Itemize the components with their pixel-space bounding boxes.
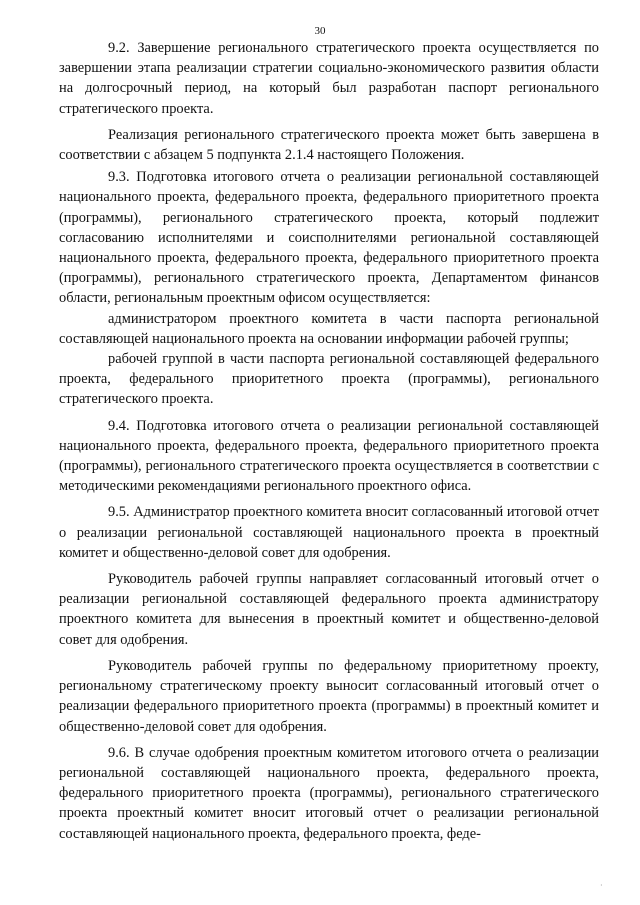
paragraph-9-5-priority-project: Руководитель рабочей группы по федеральному приоритетному проекту, региональному стратегическому проекту выносит согласованный итоговый отчет о реализации федерального приоритетного проекта (программы) в проектный комитет и общественно-деловой совет для одобрения. — [59, 657, 599, 735]
paragraph-9-5-group-leader: Руководитель рабочей группы направляет согласованный итоговый отчет о реализации региональной составляющей федерального проекта администратору проектного комитета для вынесения в проектный комитет и общественно-деловой совет для одобрения. — [59, 571, 599, 648]
paragraph-9-5: 9.5. Администратор проектного комитета вносит согласованный итоговой отчет о реализации региональной составляющей национального проекта в проектный комитет и общественно-деловой совет для одобрения. — [59, 504, 599, 561]
paragraph-9-2: 9.2. Завершение регионального стратегического проекта осуществляется по завершении этапа реализации стратегии социально-экономического развития области на долгосрочный период, на который был разработан паспорт регионального стратегического проекта. — [59, 40, 599, 117]
page-number: 30 — [314, 25, 326, 37]
paragraph-9-3-working-group: рабочей группой в части паспорта региональной составляющей федерального проекта, федерального приоритетного проекта (программы), регионального стратегического проекта. — [59, 351, 599, 408]
paragraph-9-6: 9.6. В случае одобрения проектным комитетом итогового отчета о реализации региональной составляющей национального проекта, федерального проекта, федерального приоритетного проекта (программы), регионального стратегического проекта проектный комитет вносит итоговый отчет о реализации региональной составляющей национального проекта, федерального проекта, феде- — [59, 744, 599, 842]
paragraph-9-3-administrator: администратором проектного комитета в части паспорта региональной составляющей национального проекта на основании информации рабочей группы; — [59, 310, 599, 347]
margin-mark: · — [600, 881, 603, 890]
paragraph-9-3: 9.3. Подготовка итогового отчета о реализации региональной составляющей национального проекта, федерального проекта, федерального приоритетного проекта (программы), регионального стратегического проекта, который подлежит согласованию исполнителями и соисполнителями региональной составляющей национального проекта, федерального проекта, федерального приоритетного проекта (программы), регионального стратегического проекта, Департаментом финансов области, региональным проектным офисом осуществляется: — [59, 169, 599, 307]
document-body — [59, 38, 599, 844]
paragraph-9-4: 9.4. Подготовка итогового отчета о реализации региональной составляющей национального проекта, федерального проекта, федерального приоритетного проекта (программы), регионального стратегического проекта осуществляется в соответствии с методическими рекомендациями регионального проектного офиса. — [59, 417, 599, 495]
paragraph-9-2-completion: Реализация регионального стратегического проекта может быть завершена в соответствии с абзацем 5 подпункта 2.1.4 настоящего Положения. — [59, 126, 599, 164]
